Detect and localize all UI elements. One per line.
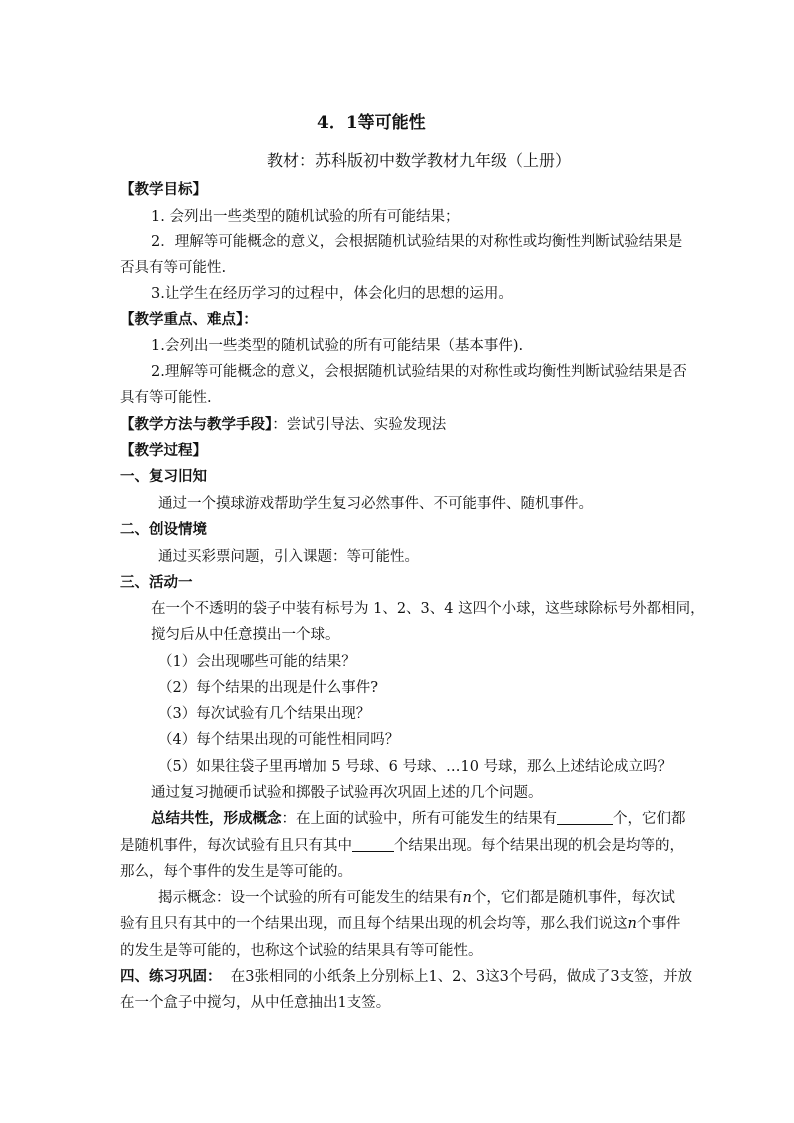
focus-colon: ：: [243, 311, 258, 328]
concept-line-3: 的发生是等可能的，也称这个试验的结果具有等可能性。: [120, 943, 483, 959]
practice-heading: 四、练习巩固：: [120, 968, 222, 985]
fill-blank[interactable]: [352, 837, 394, 852]
goal-item: 2．理解等可能概念的意义，会根据随机试验结果的对称性或均衡性判断试验结果是: [151, 234, 683, 250]
activity-question: （4）每个结果出现的可能性相同吗？: [158, 732, 400, 748]
summary-text: 个，它们都: [613, 811, 686, 827]
methods-text: ：尝试引导法、实验发现法: [272, 417, 447, 433]
activity-heading: 三、活动一: [120, 574, 193, 591]
activity-question: （5）如果往袋子里再增加 5 号球、6 号球、…10 号球，那么上述结论成立吗？: [158, 759, 673, 775]
goals-heading: 【教学目标】: [120, 181, 207, 198]
summary-line-1: [151, 810, 686, 828]
methods-line: [120, 416, 446, 434]
summary-text: 是随机事件，每次试验有且只有其中: [120, 838, 352, 854]
summary-line-2: [120, 837, 684, 855]
concept-text: 验有且只有其中的一个结果出现，而且每个结果出现的机会均等，那么我们说这: [120, 916, 628, 932]
concept-variable: n: [627, 916, 637, 932]
concept-variable: n: [462, 890, 472, 906]
focus-heading: 【教学重点、难点】: [120, 311, 244, 328]
concept-text: 个事件: [636, 916, 681, 932]
activity-intro: 在一个不透明的袋子中装有标号为 1、2、3、4 这四个小球，这些球除标号外都相同，: [151, 601, 705, 617]
activity-question: （1）会出现哪些可能的结果？: [158, 654, 356, 670]
summary-label: 总结共性，形成概念: [151, 810, 282, 827]
activity-followup: 通过复习抛硬币试验和掷骰子试验再次巩固上述的几个问题。: [151, 785, 543, 801]
goal-item: 否具有等可能性.: [120, 260, 227, 276]
activity-question: （2）每个结果的出现是什么事件?: [158, 680, 378, 696]
activity-question: （3）每次试验有几个结果出现？: [158, 706, 371, 722]
concept-line-2: [120, 915, 680, 933]
practice-text: 在3张相同的小纸条上分别标上1、2、3这3个号码，做成了3支签，并放: [230, 969, 693, 985]
focus-item: 2.理解等可能概念的意义，会根据随机试验结果的对称性或均衡性判断试验结果是否: [151, 364, 687, 380]
focus-heading-line: [120, 311, 258, 329]
fill-blank[interactable]: [557, 810, 613, 825]
focus-item: 具有等可能性.: [120, 390, 212, 406]
scene-heading: 二、创设情境: [120, 521, 207, 538]
summary-line-3: 那么，每个事件的发生是等可能的。: [120, 864, 352, 880]
concept-line-1: [158, 889, 675, 907]
scene-text: 通过买彩票问题，引入课题：等可能性。: [158, 549, 419, 565]
practice-line-1: [120, 968, 692, 986]
methods-heading: 【教学方法与教学手段】: [120, 416, 273, 433]
activity-intro: 搅匀后从中任意摸出一个球。: [151, 627, 340, 643]
summary-text: ：在上面的试验中，所有可能发生的结果有: [281, 811, 557, 827]
goal-item: 3.让学生在经历学习的过程中，体会化归的思想的运用。: [151, 286, 513, 302]
focus-item: 1.会列出一些类型的随机试验的所有可能结果（基本事件).: [151, 338, 524, 354]
review-text: 通过一个摸球游戏帮助学生复习必然事件、不可能事件、随机事件。: [158, 496, 593, 512]
goal-item: 1. 会列出一些类型的随机试验的所有可能结果；: [151, 209, 460, 225]
concept-text: 揭示概念：设一个试验的所有可能发生的结果有: [158, 890, 463, 906]
practice-line-2: 在一个盒子中搅匀，从中任意抽出1支签。: [120, 995, 391, 1011]
summary-text: 个结果出现。每个结果出现的机会是均等的，: [394, 838, 684, 854]
page-title: 4．1等可能性: [317, 113, 426, 133]
process-heading: 【教学过程】: [120, 442, 207, 459]
subtitle: 教材：苏科版初中数学教材九年级（上册）: [267, 151, 572, 170]
review-heading: 一、复习旧知: [120, 468, 207, 485]
concept-text: 个，它们都是随机事件，每次试: [471, 890, 675, 906]
